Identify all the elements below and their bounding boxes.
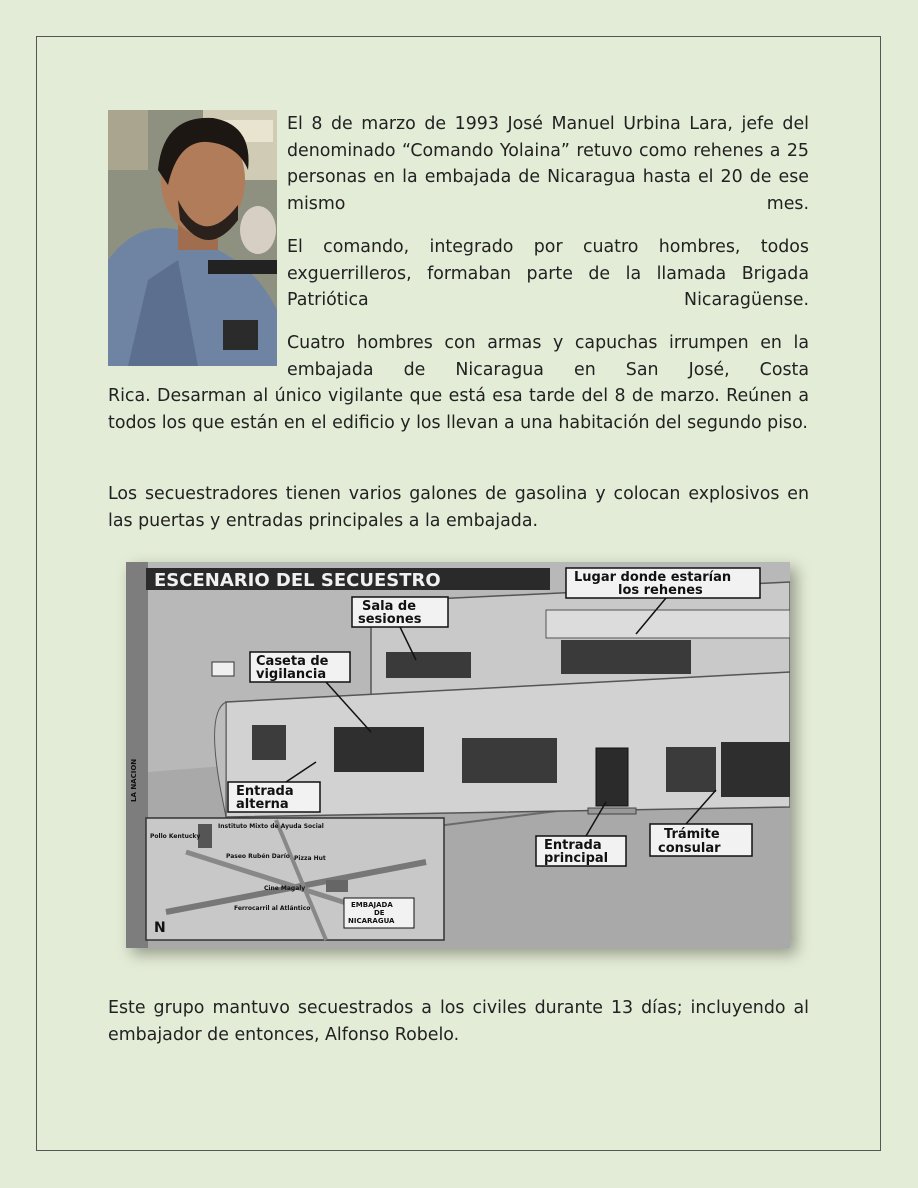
photo-credit: LA NACION bbox=[130, 758, 138, 802]
svg-text:EMBAJADA: EMBAJADA bbox=[351, 901, 393, 909]
scenario-diagram bbox=[126, 562, 790, 948]
north-arrow-icon: N bbox=[154, 920, 166, 936]
svg-text:Instituto Mixto de Ayuda Socia: Instituto Mixto de Ayuda Social bbox=[218, 823, 324, 830]
paragraph-3-top: Cuatro hombres con armas y capuchas irrumpen en la embajada de Nicaragua en San José, Costa bbox=[287, 333, 809, 380]
diagram-title: ESCENARIO DEL SECUESTRO bbox=[154, 570, 441, 591]
paragraph-4: Los secuestradores tienen varios galones de gasolina y colocan explosivos en las puertas y entradas principales a la embajada. bbox=[108, 484, 809, 531]
portrait-photo bbox=[108, 110, 277, 366]
paragraph-2: El comando, integrado por cuatro hombres, todos exguerrilleros, formaban parte de la llamada Brigada Patriótica Nicaragüense. bbox=[287, 237, 809, 310]
paragraph-1: El 8 de marzo de 1993 José Manuel Urbina Lara, jefe del denominado “Comando Yolaina” retuvo como rehenes a 25 personas en la embajada de Nicaragua hasta el 20 de ese mismo mes. bbox=[287, 114, 809, 214]
svg-text:Lugar donde estarían: Lugar donde estarían bbox=[574, 570, 732, 585]
svg-text:consular: consular bbox=[658, 841, 721, 856]
svg-text:Sala de: Sala de bbox=[362, 599, 417, 614]
location-map-inset bbox=[146, 818, 444, 940]
svg-text:Entrada: Entrada bbox=[544, 838, 602, 853]
paragraph-3-bottom: Rica. Desarman al único vigilante que está esa tarde del 8 de marzo. Reúnen a todos los que están en el edificio y los llevan a una habitación del segundo piso. bbox=[108, 386, 809, 433]
svg-text:Ferrocarril al Atlántico: Ferrocarril al Atlántico bbox=[234, 905, 311, 912]
svg-text:sesiones: sesiones bbox=[358, 612, 422, 627]
svg-text:Entrada: Entrada bbox=[236, 784, 294, 799]
svg-text:alterna: alterna bbox=[236, 797, 289, 812]
svg-text:Pizza Hut: Pizza Hut bbox=[294, 855, 326, 862]
svg-text:Trámite: Trámite bbox=[664, 827, 720, 842]
svg-text:los rehenes: los rehenes bbox=[618, 583, 703, 598]
paragraph-5: Este grupo mantuvo secuestrados a los civiles durante 13 días; incluyendo al embajador de entonces, Alfonso Robelo. bbox=[108, 998, 809, 1045]
svg-text:vigilancia: vigilancia bbox=[256, 667, 327, 682]
svg-text:Paseo Rubén Darío: Paseo Rubén Darío bbox=[226, 853, 290, 860]
svg-text:principal: principal bbox=[544, 851, 609, 866]
svg-text:Caseta de: Caseta de bbox=[256, 654, 329, 669]
svg-text:NICARAGUA: NICARAGUA bbox=[348, 917, 395, 925]
svg-text:Cine Magaly: Cine Magaly bbox=[264, 885, 306, 892]
svg-text:Pollo Kentucky: Pollo Kentucky bbox=[150, 833, 201, 840]
svg-text:DE: DE bbox=[374, 909, 385, 917]
